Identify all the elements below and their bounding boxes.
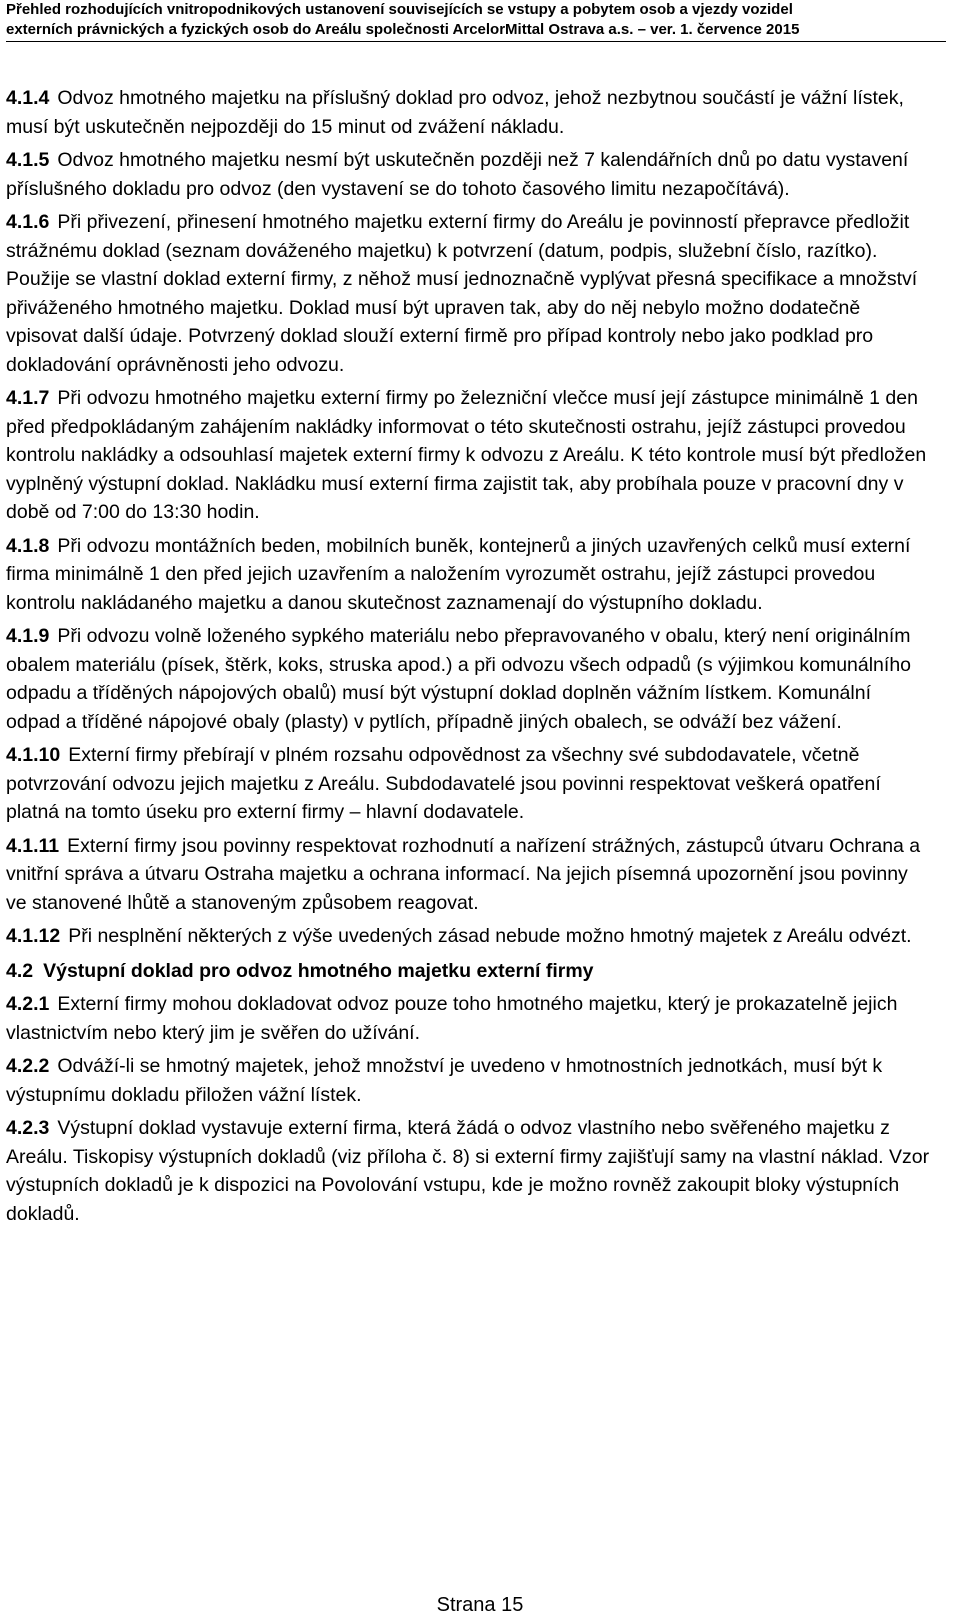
- page-header: [6, 0, 946, 42]
- paragraph-text: Externí firmy přebírají v plném rozsahu odpovědnost za všechny své subdodavatele, včetně potvrzování odvozu jejich majetku z Areálu. Subdodavatelé jsou povinni respektovat veškerá opatření platná na tomto úseku pro externí firmy – hlavní dodavatele.: [6, 744, 881, 823]
- paragraph-4-1-12: [6, 922, 930, 951]
- paragraph-text: Při odvozu montážních beden, mobilních buněk, kontejnerů a jiných uzavřených celků musí externí firma minimálně 1 den před jejich uzavřením a naložením vyrozumět ostrahu, jejíž zástupci provedou kontrolu nakládaného majetku a danou skutečnost zaznamenají do výstupního dokladu.: [6, 534, 911, 614]
- header-line-1: Přehled rozhodujících vnitropodnikových ustanovení souvisejících se vstupy a pobytem osob a vjezdy vozidel: [6, 1, 793, 18]
- header-line-2: externích právnických a fyzických osob do Areálu společnosti ArcelorMittal Ostrava a.s. – ver. 1. července 2015: [6, 21, 800, 38]
- paragraph-4-1-9: [6, 622, 930, 736]
- paragraph-text: Výstupní doklad vystavuje externí firma, která žádá o odvoz vlastního nebo svěřeného majetku z Areálu. Tiskopisy výstupních dokladů (viz příloha č. 8) si externí firmy zajišťují samy na vlastní náklad. Vzor výstupních dokladů je k dispozici na Povolování vstupu, kde je možno rovněž zakoupit bloky výstupních dokladů.: [6, 1117, 930, 1225]
- paragraph-text: Při přivezení, přinesení hmotného majetku externí firmy do Areálu je povinností přepravce předložit strážnému doklad (seznam dováženého majetku) k potvrzení (datum, podpis, služební číslo, razítko). Použije se vlastní doklad externí firmy, z něhož musí jednoznačně vyplývat přesná specifikace a množství přiváženého hmotného majetku. Doklad musí být upraven tak, aby do něj nebylo možno dodatečně vpisovat další údaje. Potvrzený doklad slouží externí firmě pro případ kontroly nebo jako podklad pro dokladování oprávněnosti jeho odvozu.: [6, 211, 918, 376]
- paragraph-4-2-3: [6, 1114, 930, 1228]
- paragraph-4-1-5: [6, 146, 930, 203]
- paragraph-number: 4.1.6: [6, 211, 50, 233]
- paragraph-number: 4.1.9: [6, 625, 50, 647]
- paragraph-4-1-7: [6, 384, 930, 527]
- paragraph-number: 4.1.10: [6, 744, 61, 766]
- page-number: Strana 15: [436, 1594, 524, 1616]
- section-number: 4.2: [6, 959, 34, 982]
- paragraph-text: Externí firmy jsou povinny respektovat rozhodnutí a nařízení strážných, zástupců útvaru Ochrana a vnitřní správa a útvaru Ostraha majetku a ochrana informací. Na jejich písemná upozornění jsou povinny ve stanovené lhůtě a stanoveným způsobem reagovat.: [6, 834, 921, 914]
- paragraph-4-1-11: [6, 832, 930, 918]
- paragraph-number: 4.1.4: [6, 87, 50, 109]
- paragraph-text: Odvoz hmotného majetku na příslušný doklad pro odvoz, jehož nezbytnou součástí je vážní lístek, musí být uskutečněn nejpozději do 15 minut od zvážení nákladu.: [6, 87, 904, 138]
- paragraph-4-1-10: [6, 741, 930, 827]
- paragraph-4-2-2: [6, 1052, 930, 1109]
- paragraph-text: Externí firmy mohou dokladovat odvoz pouze toho hmotného majetku, který je prokazatelně jejich vlastnictvím nebo který jim je svěřen do užívání.: [6, 993, 898, 1044]
- paragraph-4-1-8: [6, 532, 930, 618]
- paragraph-number: 4.1.8: [6, 534, 50, 557]
- paragraph-text: Při odvozu hmotného majetku externí firmy po železniční vlečce musí její zástupce minimálně 1 den před předpokládaným zahájením nakládky informovat o této skutečnosti ostrahu, jejíž zástupci provedou kontrolu nakládky a odsouhlasí majetek externí firmy k odvozu z Areálu. K této kontrole musí být předložen vyplněný výstupní doklad. Nakládku musí externí firma zajistit tak, aby probíhala pouze v pracovní dny v době od 7:00 do 13:30 hodin.: [6, 387, 927, 523]
- paragraph-number: 4.2.3: [6, 1117, 50, 1139]
- paragraph-number: 4.2.2: [6, 1055, 50, 1077]
- paragraph-4-2-1: [6, 990, 930, 1047]
- paragraph-4-1-6: [6, 208, 930, 379]
- paragraph-number: 4.1.12: [6, 925, 61, 947]
- paragraph-4-1-4: [6, 84, 930, 141]
- paragraph-number: 4.2.1: [6, 993, 50, 1015]
- paragraph-number: 4.1.5: [6, 149, 50, 171]
- section-heading: [6, 957, 930, 986]
- paragraph-text: Při nesplnění některých z výše uvedených zásad nebude možno hmotný majetek z Areálu odvézt.: [68, 925, 912, 947]
- paragraph-number: 4.1.11: [6, 834, 60, 857]
- paragraph-text: Odváží-li se hmotný majetek, jehož množství je uvedeno v hmotnostních jednotkách, musí být k výstupnímu dokladu přiložen vážní lístek.: [6, 1055, 883, 1106]
- paragraph-text: Odvoz hmotného majetku nesmí být uskutečněn později než 7 kalendářních dnů po datu vystavení příslušného dokladu pro odvoz (den vystavení se do tohoto časového limitu nezapočítává).: [6, 149, 909, 200]
- document-body: [6, 84, 930, 1228]
- section-title: Výstupní doklad pro odvoz hmotného majetku externí firmy: [43, 959, 594, 982]
- paragraph-text: Při odvozu volně loženého sypkého materiálu nebo přepravovaného v obalu, který není originálním obalem materiálu (písek, štěrk, koks, struska apod.) a při odvozu všech odpadů (s výjimkou komunálního odpadu a tříděných nápojových obalů) musí být výstupní doklad doplněn vážním lístkem. Komunální odpad a tříděné nápojové obaly (plasty) v pytlích, případně jiných obalech, se odváží bez vážení.: [6, 625, 912, 733]
- paragraph-number: 4.1.7: [6, 387, 50, 409]
